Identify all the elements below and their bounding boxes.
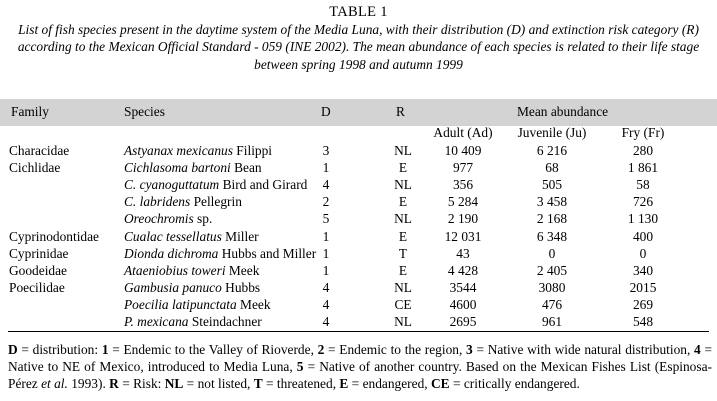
cell-family: Cichlidae bbox=[9, 160, 61, 176]
species-author: Meek bbox=[236, 296, 271, 312]
cell-d: 1 bbox=[322, 228, 330, 244]
cell-adult: 356 bbox=[452, 177, 474, 193]
cell-r: T bbox=[398, 245, 408, 261]
cell-adult: 4600 bbox=[449, 296, 477, 312]
cell-species bbox=[124, 297, 271, 313]
fn-t-key: T bbox=[253, 376, 263, 391]
fn-d2-key: 2 bbox=[317, 342, 325, 357]
cell-r: NL bbox=[394, 211, 412, 227]
cell-d: 2 bbox=[322, 194, 330, 210]
cell-r: E bbox=[398, 194, 408, 210]
cell-adult: 12 031 bbox=[444, 228, 482, 244]
cell-species bbox=[124, 211, 212, 227]
cell-species bbox=[124, 280, 260, 296]
cell-juvenile: 0 bbox=[548, 245, 556, 261]
cell-juvenile: 3 458 bbox=[536, 194, 568, 210]
species-author: Hubbs bbox=[221, 279, 261, 295]
cell-adult: 10 409 bbox=[444, 143, 482, 158]
table-row bbox=[0, 143, 717, 160]
cell-d: 1 bbox=[322, 160, 330, 176]
fn-nl-key: NL bbox=[164, 376, 184, 391]
fn-d4-key: 4 bbox=[694, 342, 701, 357]
cell-fry: 269 bbox=[632, 296, 654, 312]
header-species: Species bbox=[124, 104, 165, 119]
subheader-adult: Adult (Ad) bbox=[433, 125, 493, 140]
cell-d: 3 bbox=[322, 143, 330, 158]
cell-juvenile: 2 168 bbox=[536, 211, 568, 227]
table-caption: List of fish species present in the daytime system of the Media Luna, with their distribution (D) and extinction risk category (R) according to the Mexican Official Standard - 059 (INE 2002). The mean abundance of each species is related to their life stage between spring 1998 and autumn 1999 bbox=[17, 22, 700, 72]
species-name: Poecilia latipunctata bbox=[124, 296, 237, 312]
cell-species bbox=[124, 177, 307, 193]
cell-juvenile: 6 348 bbox=[536, 228, 568, 244]
table-title: TABLE 1 bbox=[329, 4, 388, 20]
cell-juvenile: 476 bbox=[541, 296, 563, 312]
table-row bbox=[0, 246, 717, 263]
fn-nl-text: = not listed, bbox=[183, 376, 254, 391]
species-name: Ataeniobius toweri bbox=[124, 262, 226, 278]
species-name: Oreochromis bbox=[124, 211, 194, 227]
cell-adult: 43 bbox=[456, 245, 470, 261]
fn-year: 1993). bbox=[67, 376, 110, 391]
cell-d: 1 bbox=[322, 262, 330, 278]
cell-juvenile: 961 bbox=[541, 314, 563, 329]
species-author: Miller bbox=[221, 228, 259, 244]
cell-juvenile: 6 216 bbox=[536, 143, 568, 158]
species-name: P. mexicana bbox=[124, 314, 189, 329]
species-author: Pellegrin bbox=[190, 194, 242, 210]
fn-d-eq: = distribution: bbox=[17, 342, 102, 357]
cell-fry: 1 130 bbox=[627, 211, 659, 227]
table-row bbox=[0, 211, 717, 228]
cell-r: E bbox=[398, 228, 408, 244]
table-rule bbox=[8, 331, 709, 332]
fn-ce-key: CE bbox=[430, 376, 450, 391]
cell-family: Cyprinodontidae bbox=[9, 228, 100, 244]
cell-species bbox=[124, 160, 262, 176]
fn-d4-text: = Native to NE of Mexico, introduced to Media Luna, bbox=[8, 342, 712, 374]
cell-d: 5 bbox=[322, 211, 330, 227]
cell-r: NL bbox=[394, 177, 412, 193]
fn-ce-text: = critically endangered. bbox=[449, 376, 580, 391]
cell-adult: 977 bbox=[452, 160, 474, 176]
fn-r-key: R bbox=[109, 376, 119, 391]
cell-r: NL bbox=[394, 143, 412, 158]
cell-r: E bbox=[398, 160, 408, 176]
cell-fry: 58 bbox=[636, 177, 650, 193]
species-author: Steindachner bbox=[188, 314, 262, 329]
cell-r: NL bbox=[394, 279, 412, 295]
cell-juvenile: 3080 bbox=[538, 279, 566, 295]
cell-d: 4 bbox=[322, 314, 330, 329]
cell-species bbox=[124, 194, 242, 210]
cell-juvenile: 68 bbox=[545, 160, 559, 176]
cell-adult: 3544 bbox=[449, 279, 477, 295]
fn-etal: et al. bbox=[41, 376, 68, 391]
cell-family: Cyprinidae bbox=[9, 245, 69, 261]
cell-family: Poecilidae bbox=[9, 279, 65, 295]
species-name: Dionda dichroma bbox=[124, 245, 219, 261]
header-band bbox=[0, 99, 717, 126]
cell-species bbox=[124, 263, 259, 279]
fn-d3-key: 3 bbox=[466, 342, 473, 357]
table-row bbox=[0, 297, 717, 314]
cell-fry: 0 bbox=[639, 245, 647, 261]
species-name: Astyanax mexicanus bbox=[124, 143, 233, 158]
species-name: C. cyanoguttatum bbox=[124, 177, 220, 193]
cell-species bbox=[124, 314, 262, 330]
cell-fry: 340 bbox=[632, 262, 654, 278]
fn-t-text: = threatened, bbox=[262, 376, 340, 391]
cell-juvenile: 2 405 bbox=[536, 262, 568, 278]
fn-d1-text: = Endemic to the Valley of Rioverde, bbox=[108, 342, 318, 357]
table-row bbox=[0, 160, 717, 177]
cell-d: 1 bbox=[322, 245, 330, 261]
cell-fry: 548 bbox=[632, 314, 654, 329]
fn-d2-text: = Endemic to the region, bbox=[324, 342, 467, 357]
cell-r: NL bbox=[394, 314, 412, 329]
header-mean-abundance: Mean abundance bbox=[517, 104, 609, 119]
cell-species bbox=[124, 143, 272, 159]
cell-d: 4 bbox=[322, 279, 330, 295]
cell-r: E bbox=[398, 262, 408, 278]
cell-d: 4 bbox=[322, 296, 330, 312]
fn-e-key: E bbox=[339, 376, 349, 391]
species-author: sp. bbox=[193, 211, 213, 227]
table-row bbox=[0, 177, 717, 194]
species-name: Cualac tessellatus bbox=[124, 228, 222, 244]
fn-e-text: = endangered, bbox=[348, 376, 431, 391]
cell-adult: 2 190 bbox=[447, 211, 479, 227]
species-name: Gambusia panuco bbox=[124, 279, 222, 295]
fn-d-key: D bbox=[8, 342, 18, 357]
cell-adult: 4 428 bbox=[447, 262, 479, 278]
species-author: Bird and Girard bbox=[219, 177, 308, 193]
table-row bbox=[0, 314, 717, 331]
species-name: Cichlasoma bartoni bbox=[124, 160, 231, 176]
table-footnote bbox=[8, 341, 712, 392]
table-row bbox=[0, 263, 717, 280]
fn-d1-key: 1 bbox=[101, 342, 109, 357]
species-name: C. labridens bbox=[124, 194, 191, 210]
cell-fry: 280 bbox=[632, 143, 654, 158]
cell-fry: 400 bbox=[632, 228, 654, 244]
table-row bbox=[0, 194, 717, 211]
species-author: Meek bbox=[225, 262, 260, 278]
fn-d3-text: = Native with wide natural distribution, bbox=[472, 342, 695, 357]
cell-fry: 1 861 bbox=[627, 160, 659, 176]
header-family: Family bbox=[11, 104, 49, 119]
cell-species bbox=[124, 246, 316, 262]
header-d: D bbox=[321, 104, 331, 119]
cell-adult: 2695 bbox=[449, 314, 477, 329]
cell-juvenile: 505 bbox=[541, 177, 563, 193]
cell-r: CE bbox=[394, 296, 412, 312]
table-row bbox=[0, 280, 717, 297]
cell-d: 4 bbox=[322, 177, 330, 193]
species-author: Hubbs and Miller bbox=[218, 245, 317, 261]
fn-d5-key: 5 bbox=[296, 359, 304, 374]
fn-d5-text: = Native of another country. Based on the Mexican Fishes List (Espinosa-Pérez bbox=[8, 359, 712, 391]
cell-fry: 726 bbox=[632, 194, 654, 210]
table-row bbox=[0, 229, 717, 246]
header-r: R bbox=[396, 104, 405, 119]
cell-fry: 2015 bbox=[629, 279, 657, 295]
cell-family: Goodeidae bbox=[9, 262, 68, 278]
cell-family: Characidae bbox=[9, 143, 70, 158]
cell-adult: 5 284 bbox=[447, 194, 479, 210]
fn-r-eq: = Risk: bbox=[118, 376, 165, 391]
species-author: Bean bbox=[230, 160, 262, 176]
subheader-juvenile: Juvenile (Ju) bbox=[517, 125, 587, 140]
subheader-fry: Fry (Fr) bbox=[621, 125, 665, 140]
cell-species bbox=[124, 229, 259, 245]
species-author: Filippi bbox=[232, 143, 273, 158]
